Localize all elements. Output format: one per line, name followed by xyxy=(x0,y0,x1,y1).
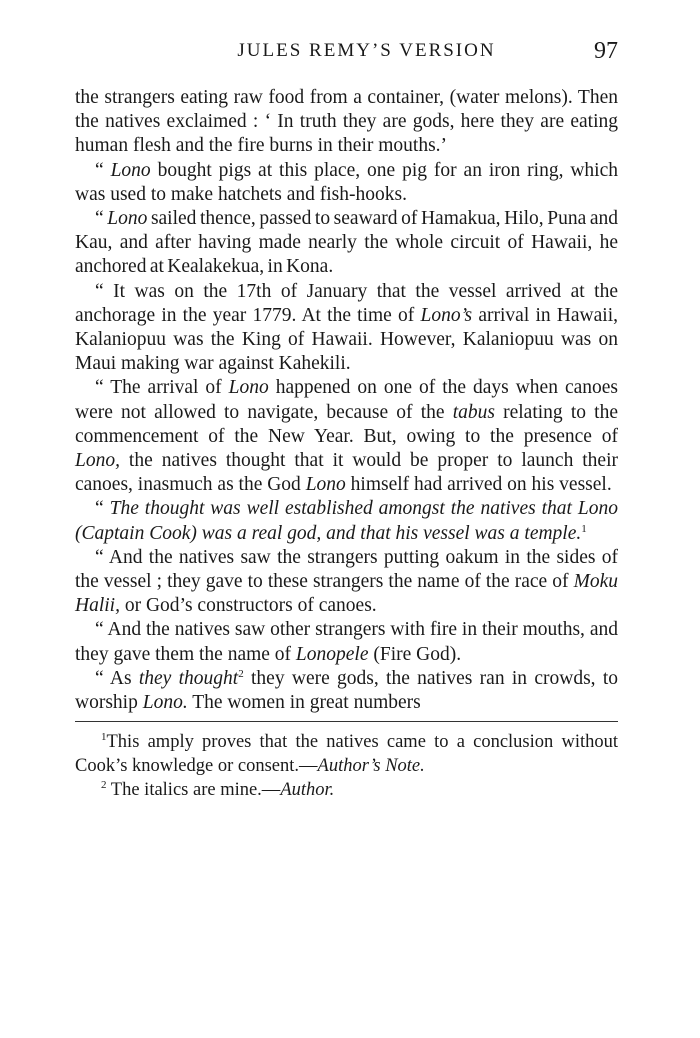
paragraph-text: bought pigs at this place, one pig for an iron ring, which was used to make hatchets and fish-hooks. xyxy=(75,159,619,205)
quote-mark: “ xyxy=(95,159,111,181)
body-text xyxy=(75,86,618,715)
italic-text: Lono xyxy=(228,377,269,399)
paragraph-text: the natives thought that it would be proper to launch their canoes, inasmuch as the God xyxy=(75,450,618,496)
paragraph xyxy=(75,667,618,715)
paragraph-text: or God’s constructors of canoes. xyxy=(119,595,377,617)
italic-text: Lono xyxy=(305,474,346,496)
italic-text: Author. xyxy=(280,780,335,801)
paragraph-text: happened on one of the days when canoes were not allowed to navigate, because of the xyxy=(75,377,618,423)
paragraph-text: they were gods, the natives ran in crowds, to worship xyxy=(75,667,618,714)
paragraph-text: “ As xyxy=(95,667,139,689)
paragraph-text: “ And the natives saw other strangers with fire in their mouths, and they gave them the name of xyxy=(75,619,618,665)
paragraph xyxy=(75,546,618,619)
footnote-mark: 2 xyxy=(101,779,107,792)
footnote-divider xyxy=(75,721,618,722)
paragraph xyxy=(75,280,618,377)
italic-text: Author’s Note. xyxy=(317,756,425,777)
paragraph xyxy=(75,618,618,666)
italic-text: The thought was well established amongst the natives that Lono (Captain Cook) was a real god, and that his vessel was a temple. xyxy=(75,498,618,544)
running-head xyxy=(75,34,618,68)
italic-text: Lono xyxy=(107,208,148,230)
italic-text: Lonopele xyxy=(295,643,369,665)
paragraph-text: the strangers eating raw food from a container, (water melons). Then the natives exclaimed : ‘ In truth they are gods, here they are eating human flesh and the fire burns in their mouths.’ xyxy=(75,87,618,157)
italic-text: tabus xyxy=(452,401,495,423)
footnotes xyxy=(75,730,618,802)
running-title: JULES REMY’S VERSION xyxy=(237,40,496,61)
quote-mark: “ xyxy=(95,208,108,230)
paragraph xyxy=(75,497,618,545)
footnote-1 xyxy=(75,730,618,778)
italic-text: Moku Halii, xyxy=(75,571,618,617)
italic-text: Lono, xyxy=(75,450,120,472)
footnote-mark: 1 xyxy=(101,731,107,744)
paragraph-text: “ It was on the 17th of January that the vessel arrived at the anchorage in the year 1779. At the time of xyxy=(75,280,618,326)
footnote-ref: 2 xyxy=(238,667,244,680)
paragraph xyxy=(75,159,618,207)
footnote-2 xyxy=(75,778,618,802)
paragraph-text: (Fire God). xyxy=(368,643,462,665)
quote-mark: “ xyxy=(95,498,110,520)
italic-text: Lono’s xyxy=(420,304,473,326)
footnote-text: This amply proves that the natives came to a conclusion without Cook’s knowledge or consent.— xyxy=(75,732,618,777)
page-number: 97 xyxy=(594,38,618,64)
paragraph xyxy=(75,207,618,280)
paragraph-text: sailed thence, passed to seaward of Hamakua, Hilo, Puna and Kau, and after having made nearly the whole circuit of Hawaii, he anchored at Kealakekua, in Kona. xyxy=(75,208,619,278)
paragraph-text: “ The arrival of xyxy=(95,377,229,399)
paragraph xyxy=(75,376,618,497)
footnote-text: The italics are mine.— xyxy=(106,780,281,801)
paragraph-text: The women in great numbers xyxy=(187,692,421,714)
italic-text: Lono. xyxy=(142,692,188,714)
paragraph-text: relating to the commencement of the New Year. But, owing to the presence of xyxy=(75,401,618,447)
paragraph-text: himself had arrived on his vessel. xyxy=(345,474,612,496)
book-page xyxy=(75,34,618,802)
italic-text: Lono xyxy=(110,159,151,181)
paragraph-text: “ And the natives saw the strangers putting oakum in the sides of the vessel ; they gave to these strangers the name of the race of xyxy=(75,546,618,593)
italic-text: they thought xyxy=(138,667,239,689)
paragraph xyxy=(75,86,618,159)
paragraph-text: arrival in Hawaii, Kalaniopuu was the King of Hawaii. However, Kalaniopuu was on Maui making war against Kahekili. xyxy=(75,304,618,375)
footnote-ref: 1 xyxy=(581,522,587,535)
